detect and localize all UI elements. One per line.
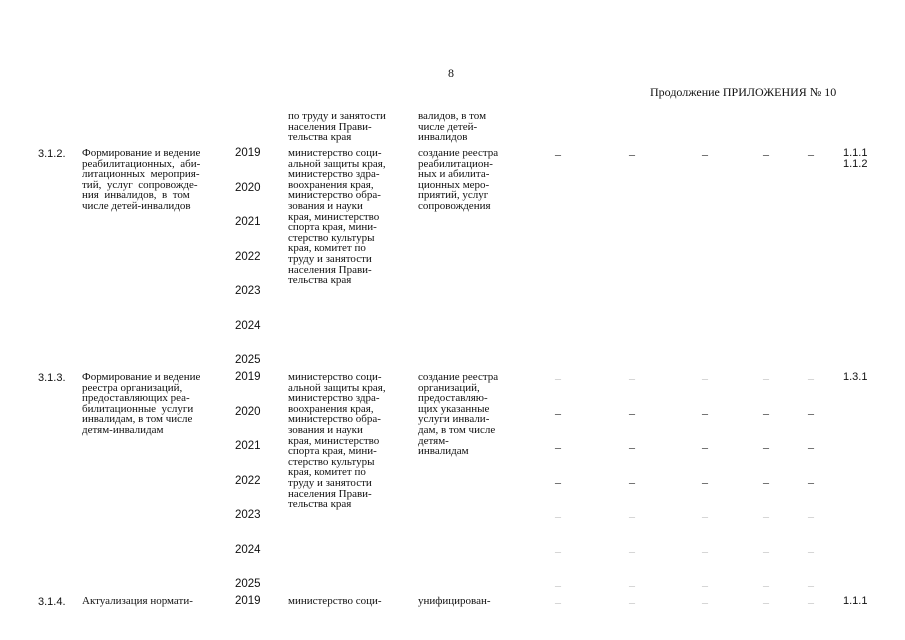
dash-mark: – [629,371,635,385]
row-year: 2025 [235,354,261,366]
dash-mark: – [629,509,635,523]
dash-mark: – [555,509,561,523]
dash-mark: – [808,440,814,454]
dash-mark: – [763,595,769,609]
row-year: 2021 [235,440,261,452]
row-year: 2023 [235,285,261,297]
dash-mark: – [763,543,769,558]
page-number: 8 [448,66,454,80]
row-year: 2019 [235,147,261,159]
dash-mark: – [555,147,561,161]
dash-mark: – [702,543,708,558]
dash-mark: – [763,509,769,523]
dash-mark: – [555,405,561,420]
dash-mark: – [555,595,561,609]
dash-mark: – [702,509,708,523]
row-year: 2022 [235,250,261,263]
dash-mark: – [629,474,635,489]
row-number: 3.1.3. [38,372,66,384]
continuation-header: Продолжение ПРИЛОЖЕНИЯ № 10 [650,85,837,99]
dash-mark: – [555,371,561,385]
row-title: Формирование и ведение реестра организаций, предоставляющих реа- билитационные услуги инвалидам, в том числе детям-инвалидам [82,371,201,436]
row-codes: 1.1.1 1.1.2 [843,147,868,170]
fragment-result-cell: валидов, в том числе детей- инвалидов [418,110,487,144]
dash-mark: – [555,474,561,489]
row-year: 2024 [235,543,261,556]
row-codes: 1.1.1 [843,595,868,607]
dash-mark: – [763,405,769,420]
row-number: 3.1.4. [38,596,66,608]
dash-mark: – [808,147,814,161]
row-executor: министерство соци- [288,595,382,607]
dash-mark: – [808,405,814,420]
dash-mark: – [555,578,561,592]
row-year: 2021 [235,216,261,228]
row-title: Формирование и ведение реабилитационных, аби- литационных мероприя- тий, услуг сопровожде- ния инвалидов, в том числе детей-инвалидов [82,147,201,212]
fragment-executor-cell: по труду и занятости населения Прави- тельства края [288,110,386,144]
dash-mark: – [808,578,814,592]
dash-mark: – [629,543,635,558]
dash-mark: – [629,595,635,609]
dash-mark: – [702,474,708,489]
row-year: 2023 [235,509,261,521]
dash-mark: – [629,405,635,420]
dash-mark: – [702,440,708,454]
dash-mark: – [629,440,635,454]
dash-mark: – [763,371,769,385]
row-number: 3.1.2. [38,148,66,160]
row-year: 2022 [235,474,261,487]
row-result: унифицирован- [418,595,491,607]
dash-mark: – [808,509,814,523]
row-year: 2019 [235,595,261,607]
dash-mark: – [808,543,814,558]
row-executor: министерство соци- альной защиты края, министерство здра- воохранения края, министерство обра- зования и науки края, министерство спорта края, мини- стерство культуры края, комитет по труду и занятости населения Прави- тельства края [288,371,386,511]
row-title: Актуализация нормати- [82,595,193,607]
dash-mark: – [702,595,708,609]
dash-mark: – [763,147,769,161]
row-year: 2020 [235,181,261,194]
dash-mark: – [763,440,769,454]
dash-mark: – [702,578,708,592]
dash-mark: – [808,474,814,489]
row-year: 2020 [235,405,261,418]
dash-mark: – [702,371,708,385]
dash-mark: – [555,440,561,454]
row-result: создание реестра реабилитацион- ных и абилита- ционных меро- приятий, услуг сопровождения [418,147,499,212]
dash-mark: – [702,147,708,161]
row-year: 2024 [235,319,261,332]
dash-mark: – [629,578,635,592]
row-year: 2019 [235,371,261,383]
dash-mark: – [763,578,769,592]
row-codes: 1.3.1 [843,371,868,383]
dash-mark: – [629,147,635,161]
dash-mark: – [763,474,769,489]
row-executor: министерство соци- альной защиты края, министерство здра- воохранения края, министерство обра- зования и науки края, министерство спорта края, мини- стерство культуры края, комитет по труду и занятости населения Прави- тельства края [288,147,386,287]
dash-mark: – [808,371,814,385]
dash-mark: – [702,405,708,420]
dash-mark: – [808,595,814,609]
dash-mark: – [555,543,561,558]
row-year: 2025 [235,578,261,590]
row-result: создание реестра организаций, предоставляю- щих указанные услуги инвали- дам, в том числе детям- инвалидам [418,371,499,458]
